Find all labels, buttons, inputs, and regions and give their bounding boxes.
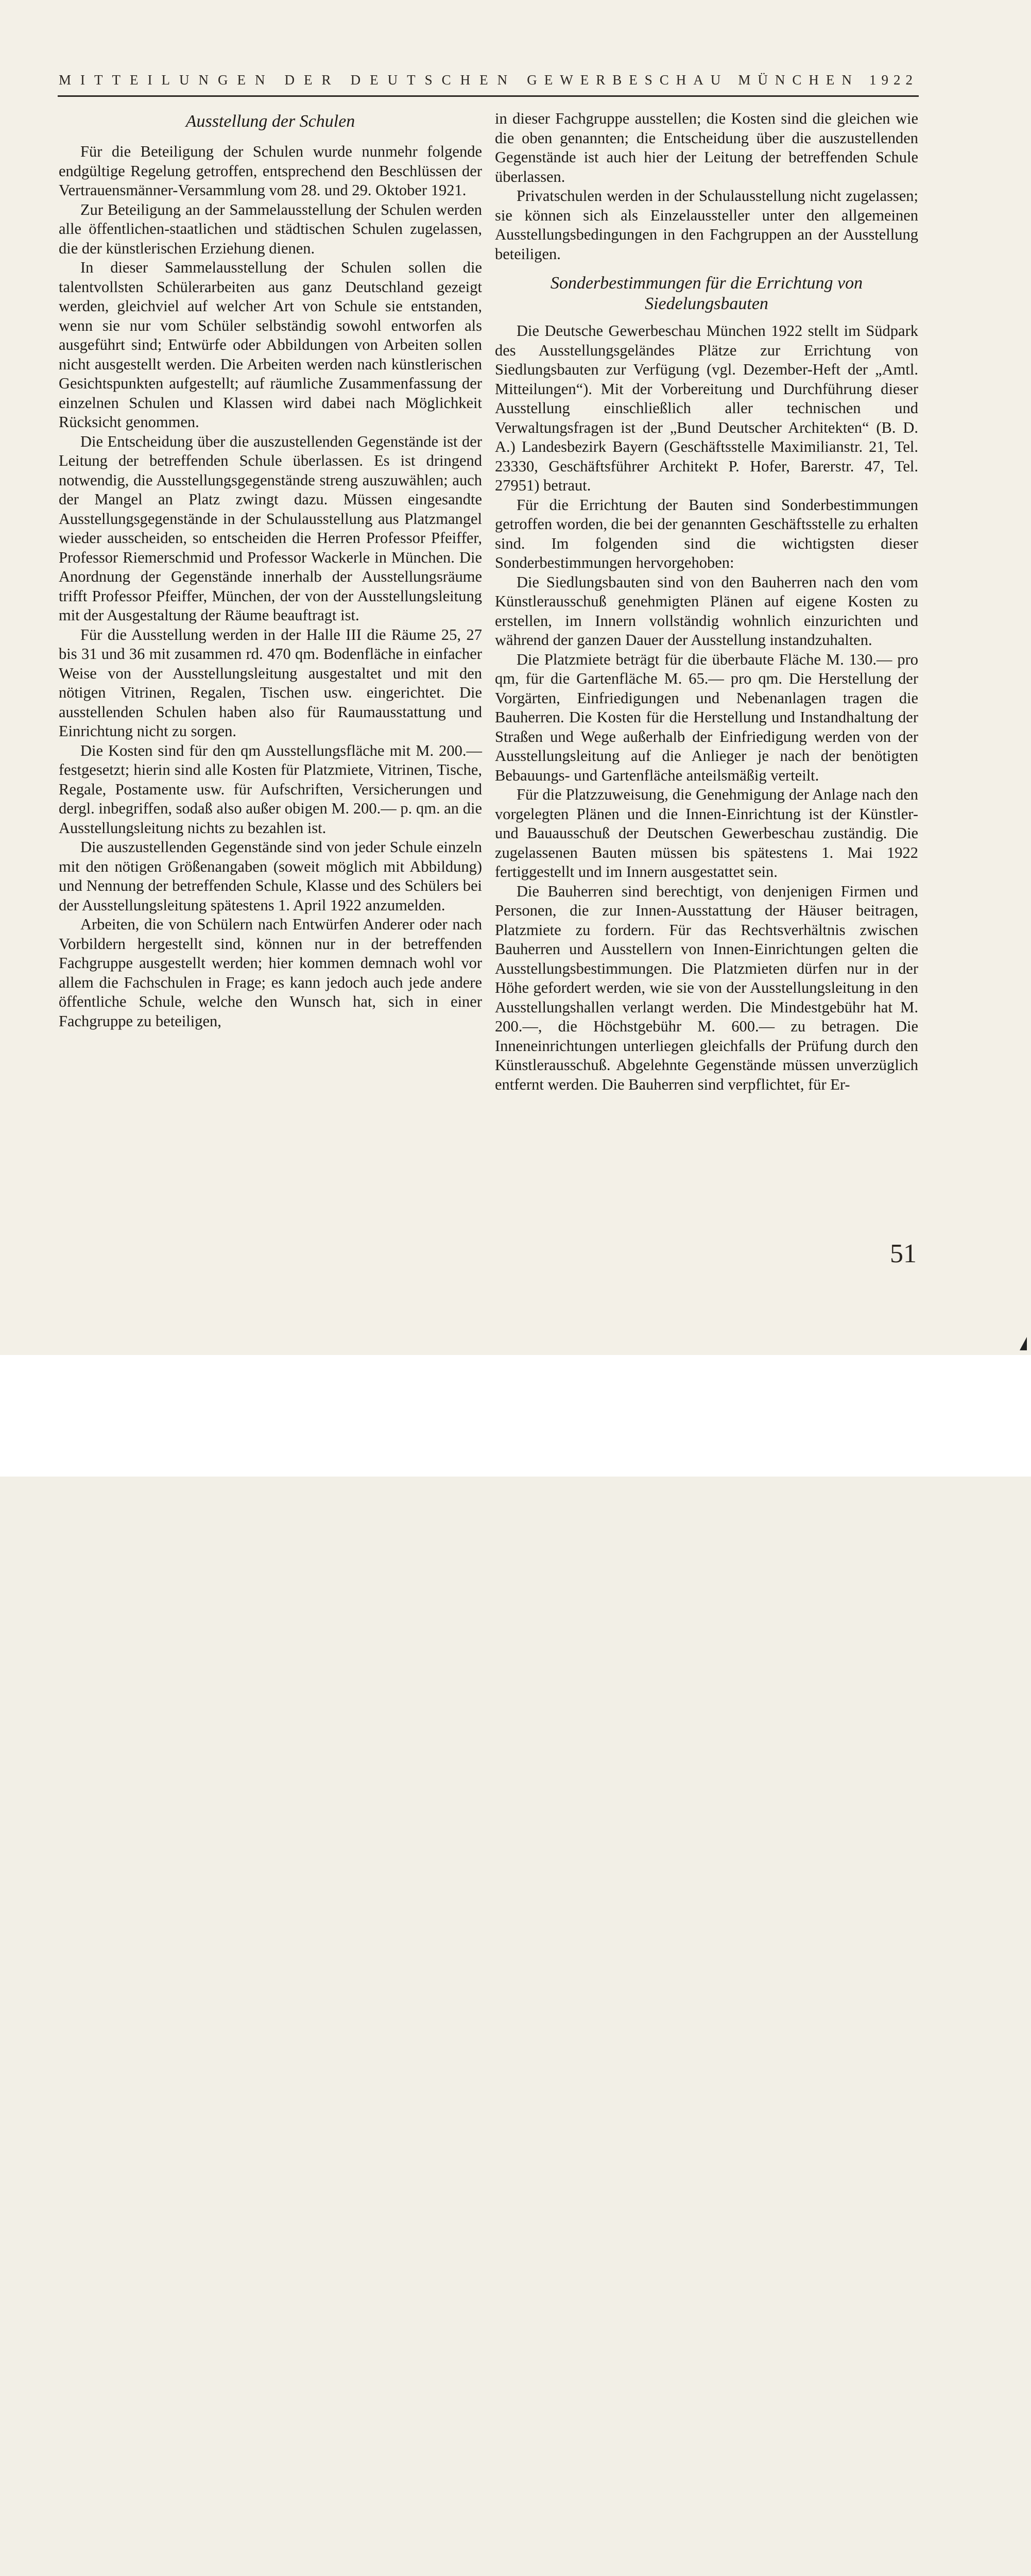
section-title-line: Siedelungsbauten: [645, 294, 768, 313]
paragraph: Die Deutsche Gewerbeschau München 1922 stellt im Südpark des Ausstellungsgeländes Plätze zur Errichtung von Siedlungsbauten zur Verfügung (vgl. Dezember-Heft der „Amtl. Mitteilungen“). Mit der Vorbereitung und Durchführung dieser Ausstellung einschließlich aller technischen und Verwaltungsfragen ist der „Bund Deutscher Architekten“ (B. D. A.) Landesbezirk Bayern (Geschäftsstelle Maximilianstr. 21, Tel. 23330, Geschäftsführer Architekt P. Hofer, Barerstr. 47, Tel. 27951) betraut.: [495, 322, 918, 494]
paragraph: Arbeiten, die von Schülern nach Entwürfen Anderer oder nach Vorbildern hergestellt sind, können nur in der betreffenden Fachgruppe ausgestellt werden; hier kommen demnach wohl vor allem die Fachschulen in Frage; es kann jedoch auch jede andere öffentliche Schule, welche den Wunsch hat, sich in einer Fachgruppe zu beteiligen,: [59, 916, 482, 1030]
paragraph: Zur Beteiligung an der Sammelausstellung der Schulen werden alle öffentlichen-staatlichen und städtischen Schulen zugelassen, die der künstlerischen Erziehung dienen.: [59, 200, 482, 257]
page-number: 51: [890, 1239, 917, 1268]
paragraph: Die Kosten sind für den qm Ausstellungsfläche mit M. 200.— festgesetzt; hierin sind alle Kosten für Platzmiete, Vitrinen, Tische, Regale, Postamente usw. für Aufschriften, Versicherungen und dergl. inbegriffen, sodaß also außer obigen M. 200.— p. qm. an die Ausstellungsleitung nichts zu bezahlen ist.: [59, 741, 482, 837]
scan-corner-mark: [1020, 1337, 1027, 1350]
running-head-word: DEUTSCHEN: [350, 72, 517, 88]
paragraph: Für die Platzzuweisung, die Genehmigung der Anlage nach den vorgelegten Plänen und die Innen-Einrichtung ist der Künstler- und Bauausschuß der Deutschen Gewerbeschau zuständig. Die zugelassenen Bauten müssen bis spätestens 1. Mai 1922 fertiggestellt und im Innern ausgestattet sein.: [495, 786, 918, 880]
paragraph: Für die Ausstellung werden in der Halle III die Räume 25, 27 bis 31 und 36 mit zusammen rd. 470 qm. Bodenfläche in einfacher Weise von der Ausstellungsleitung ausgestaltet und mit den nötigen Vitrinen, Regalen, Tischen usw. eingerichtet. Die ausstellenden Schulen haben also für Raumausstattung und Einrichtung nicht zu sorgen.: [59, 625, 482, 740]
paragraph: Die Siedlungsbauten sind von den Bauherren nach den vom Künstlerausschuß genehmigten Plänen auf eigene Kosten zu erstellen, im Innern vollständig wohnlich einzurichten und während der ganzen Dauer der Ausstellung instandzuhalten.: [495, 573, 918, 649]
section-title: Ausstellung der Schulen: [185, 112, 355, 131]
section-title: [495, 273, 918, 314]
running-head-year: 1922: [869, 72, 918, 88]
paragraph: Die auszustellenden Gegenstände sind von jeder Schule einzeln mit den nötigen Größenangaben (soweit möglich mit Abbildung) und Nennung der betreffenden Schule, Klasse und des Schülers bei der Ausstellungsleitung spätestens 1. April 1922 anzumelden.: [59, 838, 482, 914]
paragraph: In dieser Sammelausstellung der Schulen sollen die talentvollsten Schülerarbeiten aus ganz Deutschland gezeigt werden, gleichviel auf welcher Art von Schule sie entstanden, wenn sie nur vom Schüler selbständig sowohl entworfen als ausgeführt sind; Entwürfe oder Abbildungen von Arbeiten sollen nicht ausgestellt werden. Die Arbeiten werden nach künstlerischen Gesichtspunkten aufgestellt; auf räumliche Zusammenfassung der einzelnen Schulen und Klassen wird dabei nach Möglichkeit Rücksicht genommen.: [59, 259, 482, 431]
running-head-word: MITTEILUNGEN: [59, 72, 274, 88]
paragraph: Für die Errichtung der Bauten sind Sonderbestimmungen getroffen worden, die bei der genannten Geschäftsstelle zu erhalten sind. Im folgenden sind die wichtigsten dieser Sonderbestimmungen hervorgehoben:: [495, 496, 918, 571]
running-head-word: GEWERBESCHAU: [527, 72, 728, 88]
paragraph: Die Bauherren sind berechtigt, von denjenigen Firmen und Personen, die zur Innen-Ausstattung der Häuser beitragen, Platzmiete zu fordern. Für das Rechtsverhältnis zwischen Bauherren und Ausstellern von Innen-Einrichtungen gelten die Ausstellungsbestimmungen. Die Platzmieten dürfen nur in der Höhe gefordert werden, wie sie von der Ausstellungsleitung in den Ausstellungshallen verlangt werden. Die Mindestgebühr hat M. 200.—, die Höchstgebühr M. 600.— zu betragen. Die Inneneinrichtungen unterliegen gleichfalls der Prüfung durch den Künstlerausschuß. Abgelehnte Gegenstände müssen unverzüglich entfernt werden. Die Bauherren sind verpflichtet, für Er-: [495, 882, 918, 1093]
paragraph: Die Platzmiete beträgt für die überbaute Fläche M. 130.— pro qm, für die Gartenfläche M. 65.— pro qm. Die Herstellung der Vorgärten, Einfriedigungen und Nebenanlagen tragen die Bauherren. Die Kosten für die Herstellung und Instandhaltung der Straßen und Wege außerhalb der Einfriedigung werden von der Ausstellungsleitung auf die Anlieger je nach der benötigten Bebauungs- und Gartenfläche anteilsmäßig verteilt.: [495, 650, 918, 784]
viewer-footer: [0, 1355, 1031, 1477]
left-column: [59, 109, 482, 1031]
paragraph: in dieser Fachgruppe ausstellen; die Kosten sind die gleichen wie die oben genannten; die Entscheidung über die auszustellenden Gegenstände ist auch hier der Leitung der betreffenden Schule überlassen.: [495, 110, 918, 185]
paragraph: Für die Beteiligung der Schulen wurde nunmehr folgende endgültige Regelung getroffen, entsprechend den Beschlüssen der Vertrauensmänner-Versammlung vom 28. und 29. Oktober 1921.: [59, 143, 482, 199]
running-head-word: DER: [284, 72, 340, 88]
running-head-word: MÜNCHEN: [738, 72, 859, 88]
running-head: [59, 72, 918, 88]
section-title-line: Sonderbestimmungen für die Errichtung von: [550, 274, 863, 293]
right-column: [495, 109, 918, 1094]
header-rule: [58, 95, 919, 97]
paragraph: Die Entscheidung über die auszustellenden Gegenstände ist der Leitung der betreffenden Schule überlassen. Es ist dringend notwendig, die Ausstellungsgegenstände streng auszuwählen; auch der Mangel an Platz zwingt dazu. Müssen eingesandte Ausstellungsgegenstände in der Schulausstellung aus Platzmangel wieder ausscheiden, so entscheiden die Herren Professor Pfeiffer, Professor Riemerschmid und Professor Wackerle in München. Die Anordnung der Gegenstände innerhalb der Ausstellungsräume trifft Professor Pfeiffer, München, der von der Ausstellungsleitung mit der Ausgestaltung der Räume beauftragt ist.: [59, 432, 482, 624]
paragraph: Privatschulen werden in der Schulausstellung nicht zugelassen; sie können sich als Einzelaussteller unter den allgemeinen Ausstellungsbedingungen in den Fachgruppen an der Ausstellung beteiligen.: [495, 187, 918, 263]
